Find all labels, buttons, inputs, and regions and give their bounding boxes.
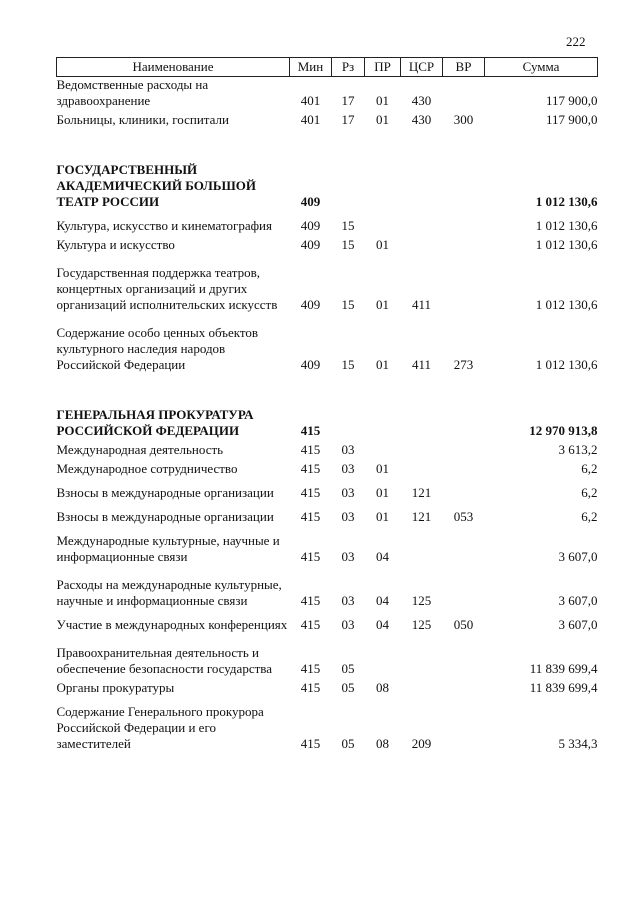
row-rz: 17 <box>341 93 355 108</box>
row-sum: 3 607,0 <box>558 617 598 632</box>
row-name: Ведомственные расходы на здравоохранение <box>56 77 209 108</box>
row-min: 415 <box>300 423 321 438</box>
row-pr: 04 <box>376 617 389 632</box>
row-pr <box>365 439 401 458</box>
row-rz: 15 <box>341 297 355 312</box>
row-pr: 01 <box>376 112 389 127</box>
row-name: Международное сотрудничество <box>56 461 238 476</box>
row-csr <box>401 458 443 477</box>
row-min: 415 <box>300 442 321 457</box>
row-name: Международная деятельность <box>56 442 224 457</box>
table-row <box>57 313 598 373</box>
row-name: Органы прокуратуры <box>56 680 175 695</box>
row-name: Взносы в международные организации <box>56 509 274 524</box>
row-pr <box>365 407 401 439</box>
table-header-row <box>57 58 598 77</box>
table-row <box>57 477 598 501</box>
section-spacer <box>57 373 598 407</box>
row-csr <box>401 439 443 458</box>
table-row <box>57 633 598 677</box>
row-sum: 6,2 <box>581 461 598 476</box>
table-row <box>57 162 598 210</box>
table-row <box>57 565 598 609</box>
row-sum: 1 012 130,6 <box>535 297 598 312</box>
row-min: 415 <box>300 509 321 524</box>
row-pr: 01 <box>376 297 389 312</box>
row-rz <box>332 162 365 210</box>
row-vr <box>443 210 485 234</box>
row-name: Правоохранительная деятельность и обеспечение безопасности государства <box>56 645 273 676</box>
row-vr <box>443 407 485 439</box>
row-pr <box>365 162 401 210</box>
row-csr: 125 <box>411 593 432 608</box>
row-min: 415 <box>300 617 321 632</box>
row-name: Взносы в международные организации <box>56 485 274 500</box>
row-csr <box>401 407 443 439</box>
row-vr: 050 <box>453 617 474 632</box>
row-name: Международные культурные, научные и информационные связи <box>56 533 280 564</box>
row-min: 409 <box>300 194 321 209</box>
page-number: 222 <box>566 34 586 49</box>
row-min: 401 <box>300 112 321 127</box>
row-pr: 08 <box>376 680 389 695</box>
row-vr <box>443 633 485 677</box>
row-sum: 11 839 699,4 <box>529 680 598 695</box>
row-name: Расходы на международные культурные, научные и информационные связи <box>56 577 282 608</box>
row-csr <box>401 210 443 234</box>
row-csr: 121 <box>411 485 432 500</box>
row-vr <box>443 458 485 477</box>
row-csr: 430 <box>411 112 432 127</box>
row-min: 415 <box>300 549 321 564</box>
row-pr: 01 <box>376 237 389 252</box>
row-vr <box>443 162 485 210</box>
row-rz: 15 <box>341 357 355 372</box>
row-csr <box>401 633 443 677</box>
row-min: 415 <box>300 736 321 751</box>
table-row <box>57 234 598 253</box>
header-min: Мин <box>290 58 332 77</box>
row-name: Содержание Генерального прокурора Российской Федерации и его заместителей <box>56 704 264 751</box>
row-name: Больницы, клиники, госпитали <box>56 112 229 127</box>
table-row <box>57 407 598 439</box>
row-rz: 05 <box>341 736 355 751</box>
row-vr <box>443 77 485 110</box>
table-row <box>57 77 598 110</box>
row-vr <box>443 253 485 313</box>
table-row <box>57 609 598 633</box>
header-name: Наименование <box>57 58 290 77</box>
row-csr: 430 <box>411 93 432 108</box>
row-csr: 411 <box>411 297 432 312</box>
table-row <box>57 210 598 234</box>
row-sum: 5 334,3 <box>558 736 598 751</box>
row-rz: 05 <box>341 661 355 676</box>
row-csr: 411 <box>411 357 432 372</box>
row-rz: 15 <box>341 237 355 252</box>
row-pr: 01 <box>376 509 389 524</box>
budget-table <box>56 57 598 752</box>
row-rz: 03 <box>341 549 355 564</box>
table-row <box>57 525 598 565</box>
row-csr: 125 <box>411 617 432 632</box>
header-sum: Сумма <box>485 58 598 77</box>
row-sum: 117 900,0 <box>545 93 598 108</box>
header-pr: ПР <box>365 58 401 77</box>
row-sum: 117 900,0 <box>545 112 598 127</box>
row-vr: 273 <box>453 357 474 372</box>
table-row <box>57 109 598 128</box>
row-rz <box>332 407 365 439</box>
table-row <box>57 253 598 313</box>
row-min: 409 <box>300 237 321 252</box>
row-min: 415 <box>300 680 321 695</box>
section-spacer <box>57 128 598 162</box>
row-name: Культура, искусство и кинематография <box>56 218 272 233</box>
row-min: 415 <box>300 485 321 500</box>
row-rz: 03 <box>341 461 355 476</box>
row-name: Содержание особо ценных объектов культурного наследия народов Российской Федерации <box>56 325 259 372</box>
row-sum: 3 613,2 <box>558 442 598 457</box>
row-rz: 03 <box>341 617 355 632</box>
row-min: 401 <box>300 93 321 108</box>
row-csr: 121 <box>411 509 432 524</box>
row-name: ГЕНЕРАЛЬНАЯ ПРОКУРАТУРА РОССИЙСКОЙ ФЕДЕРАЦИИ <box>56 407 254 438</box>
row-rz: 03 <box>341 593 355 608</box>
row-vr <box>443 439 485 458</box>
row-name: Государственная поддержка театров, концертных организаций и других организаций исполнительских искусств <box>56 265 278 312</box>
row-sum: 6,2 <box>581 485 598 500</box>
row-name: Культура и искусство <box>56 237 175 252</box>
row-vr <box>443 565 485 609</box>
row-min: 415 <box>300 461 321 476</box>
row-pr <box>365 633 401 677</box>
row-pr: 01 <box>376 93 389 108</box>
row-sum: 3 607,0 <box>558 593 598 608</box>
row-name: ГОСУДАРСТВЕННЫЙ АКАДЕМИЧЕСКИЙ БОЛЬШОЙ ТЕАТР РОССИИ <box>56 162 256 209</box>
row-sum: 1 012 130,6 <box>535 194 598 209</box>
row-vr <box>443 477 485 501</box>
row-sum: 6,2 <box>581 509 598 524</box>
row-pr: 04 <box>376 593 389 608</box>
row-vr <box>443 677 485 696</box>
row-pr: 01 <box>376 461 389 476</box>
header-csr: ЦСР <box>401 58 443 77</box>
row-csr <box>401 677 443 696</box>
row-min: 409 <box>300 357 321 372</box>
table-row <box>57 458 598 477</box>
row-sum: 1 012 130,6 <box>535 357 598 372</box>
row-pr: 01 <box>376 485 389 500</box>
table-row <box>57 439 598 458</box>
row-rz: 17 <box>341 112 355 127</box>
row-sum: 1 012 130,6 <box>535 237 598 252</box>
row-csr <box>401 234 443 253</box>
row-rz: 03 <box>341 442 355 457</box>
table-row <box>57 696 598 752</box>
row-sum: 1 012 130,6 <box>535 218 598 233</box>
row-min: 415 <box>300 593 321 608</box>
row-rz: 03 <box>341 485 355 500</box>
row-pr: 01 <box>376 357 389 372</box>
row-rz: 03 <box>341 509 355 524</box>
row-pr: 08 <box>376 736 389 751</box>
row-csr: 209 <box>411 736 432 751</box>
row-vr <box>443 234 485 253</box>
row-vr: 300 <box>453 112 474 127</box>
row-min: 409 <box>300 297 321 312</box>
row-rz: 15 <box>341 218 355 233</box>
row-sum: 3 607,0 <box>558 549 598 564</box>
row-csr <box>401 525 443 565</box>
row-pr <box>365 210 401 234</box>
row-vr: 053 <box>453 509 474 524</box>
row-vr <box>443 525 485 565</box>
row-name: Участие в международных конференциях <box>56 617 288 632</box>
table-row <box>57 677 598 696</box>
row-sum: 12 970 913,8 <box>529 423 598 438</box>
row-sum: 11 839 699,4 <box>529 661 598 676</box>
row-min: 415 <box>300 661 321 676</box>
row-rz: 05 <box>341 680 355 695</box>
header-rz: Рз <box>332 58 365 77</box>
row-csr <box>401 162 443 210</box>
header-vr: ВР <box>443 58 485 77</box>
table-row <box>57 501 598 525</box>
row-pr: 04 <box>376 549 389 564</box>
row-vr <box>443 696 485 752</box>
row-min: 409 <box>300 218 321 233</box>
